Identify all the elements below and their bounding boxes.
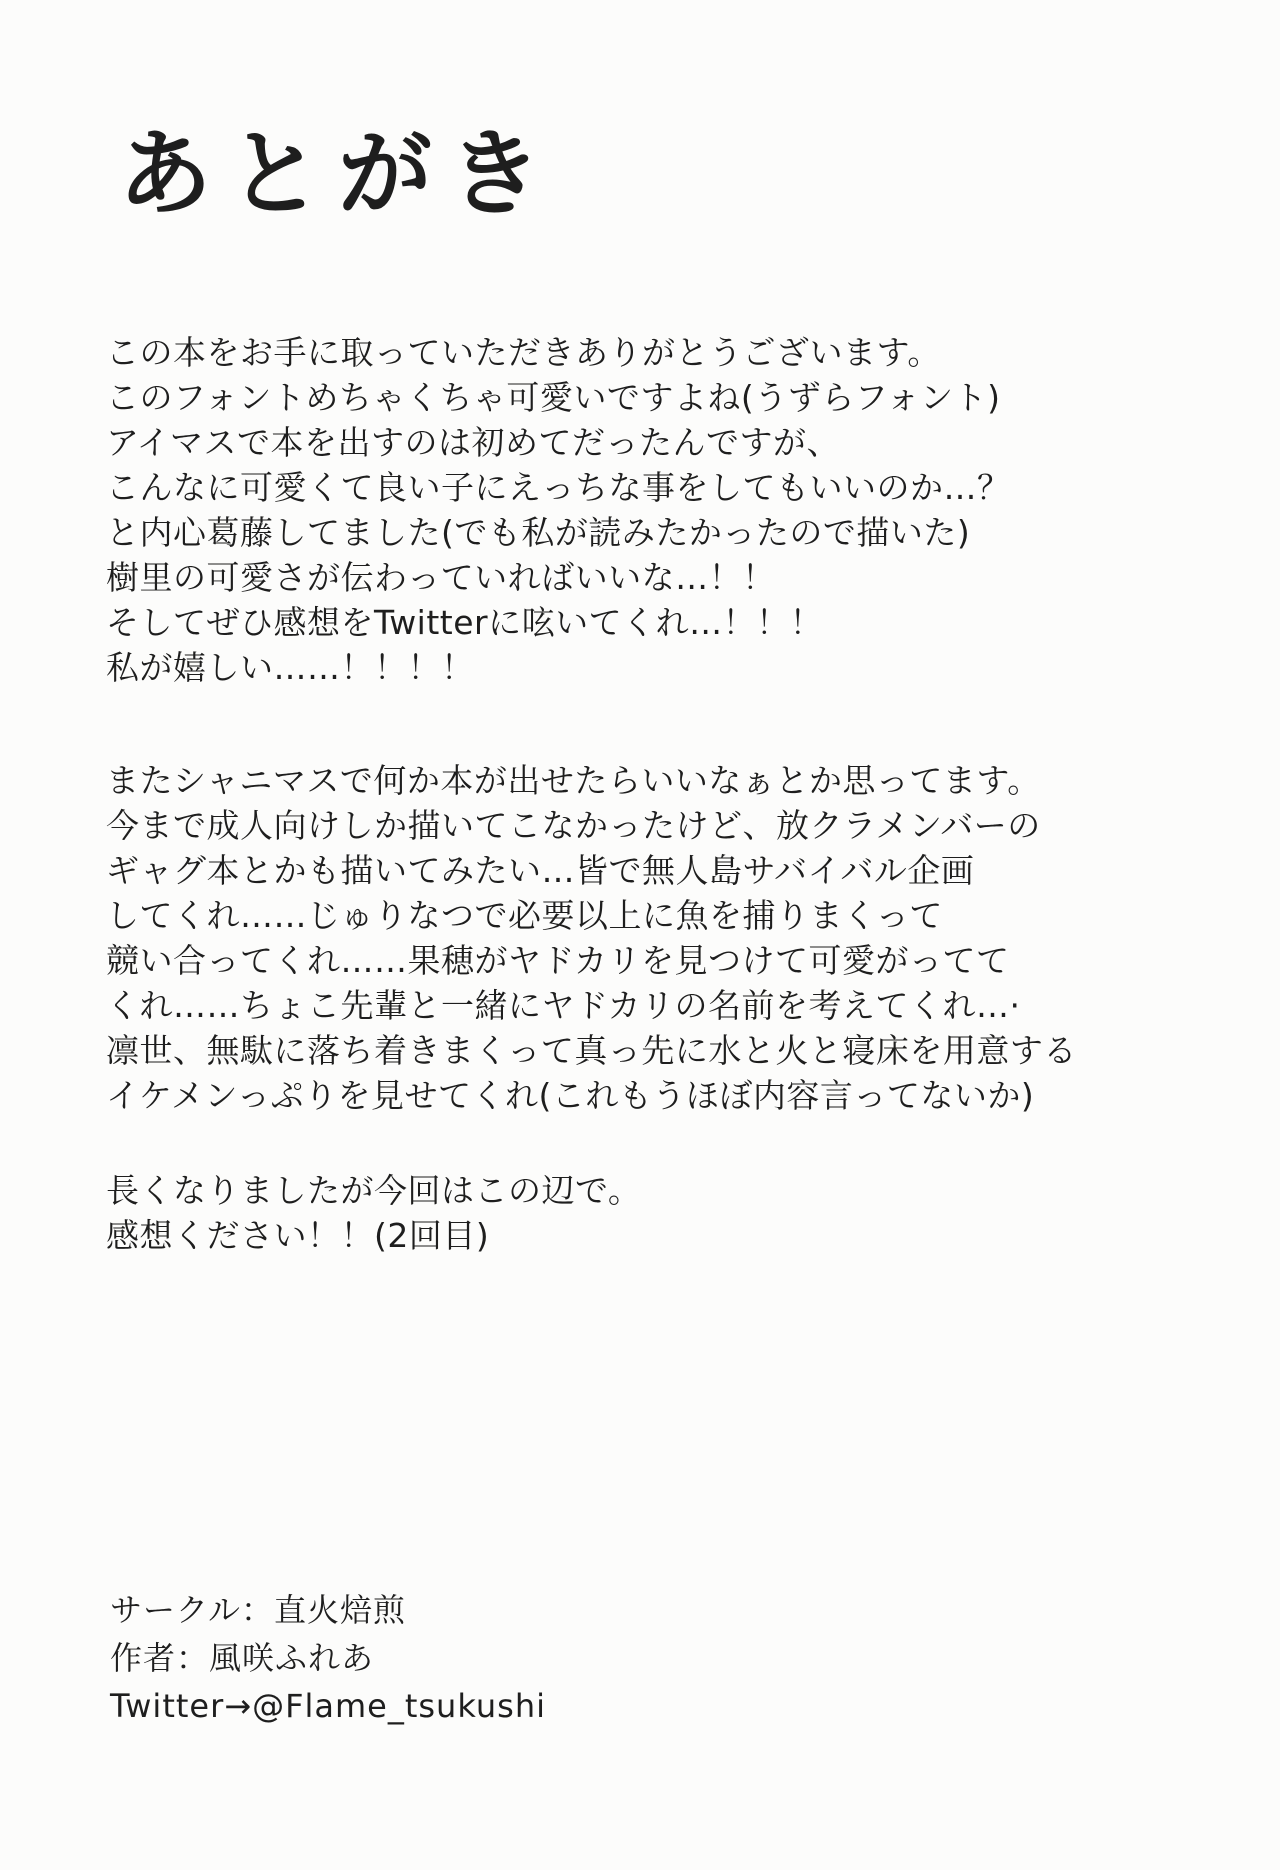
text-line: 長くなりましたが今回はこの辺で。 [106,1171,642,1210]
text-line: 感想ください！！(2回目) [106,1216,490,1255]
text-line: くれ……ちょこ先輩と一緒にヤドカリの名前を考えてくれ…· [106,986,1021,1025]
text-line: 樹里の可愛さが伝わっていればいいな…！！ [106,558,776,597]
text-line: 今まで成人向けしか描いてこなかったけど、放クラメンバーの [106,806,1041,845]
paragraph-future-plans [106,758,1240,1118]
text-line: このフォントめちゃくちゃ可愛いですよね(うずらフォント) [106,378,1001,417]
text-line: イケメンっぷりを見せてくれ(これもうほぼ内容言ってないか) [106,1076,1035,1115]
text-line: そしてぜひ感想をTwitterに呟いてくれ…！！！ [106,603,824,642]
text-line: ギャグ本とかも描いてみたい…皆で無人島サバイバル企画 [106,851,975,890]
text-line: 競い合ってくれ……果穂がヤドカリを見つけて可愛がってて [106,941,1010,980]
text-line: 私が嬉しい……！！！！ [106,648,475,687]
page-title: あとがき [118,120,559,229]
text-line: 凛世、無駄に落ち着きまくって真っ先に水と火と寝床を用意する [106,1031,1077,1070]
text-line: してくれ……じゅりなつで必要以上に魚を捕りまくって [106,896,943,935]
text-line: と内心葛藤してました(でも私が読みたかったので描いた) [106,513,971,552]
paragraph-closing [106,1168,1240,1258]
text-line: こんなに可愛くて良い子にえっちな事をしてもいいのか…？ [106,468,1011,507]
text-line: またシャニマスで何か本が出せたらいいなぁとか思ってます。 [106,761,1041,800]
twitter-handle: Twitter→@Flame_tsukushi [110,1687,546,1725]
circle-name: サークル：直火焙煎 [110,1591,407,1629]
credits-block [110,1586,546,1730]
text-line: アイマスで本を出すのは初めてだったんですが、 [106,423,841,462]
author-name: 作者：風咲ふれあ [110,1639,375,1677]
paragraph-thanks [106,330,1240,690]
text-line: この本をお手に取っていただきありがとうございます。 [106,333,941,372]
